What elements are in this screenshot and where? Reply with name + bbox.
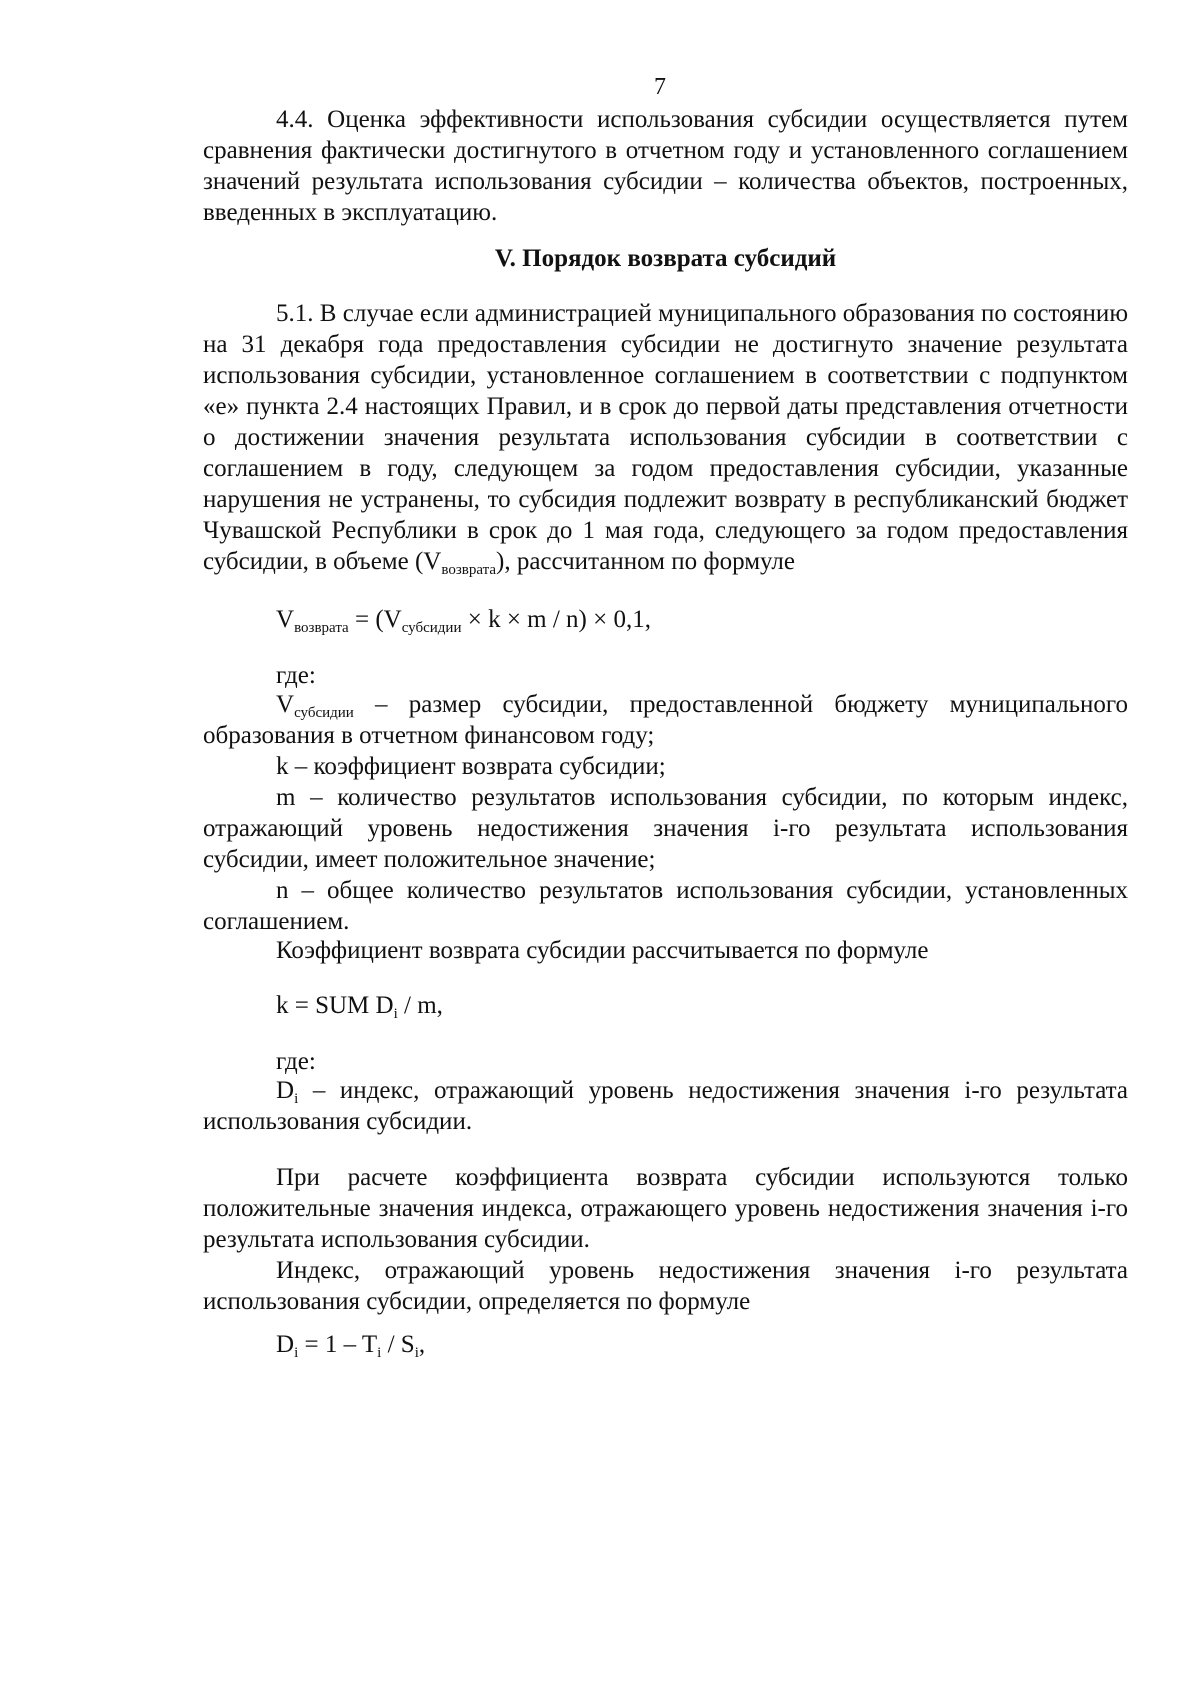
formula-k-subscript: i [393,1006,398,1022]
formula-v-end: × k × m / n) × 0,1, [461,606,651,633]
definition-k: k – коэффициент возврата субсидии; [276,753,666,780]
formula-d-end: , [418,1331,426,1358]
where-label-1: где: [276,662,316,689]
paragraph-4-4: 4.4. Оценка эффективности использования субсидии осуществляется путем сравнения фактически достигнутого в отчетном году и установленного соглашением значений результата использования субсидии – количества объектов, построенных, введенных в эксплуатацию. [203,106,1128,226]
definition-d-subscript: i [294,1091,299,1107]
definition-d-text: – индекс, отражающий уровень недостижения значения i-го результата использования субсидии. [203,1077,1128,1135]
where-label-2: где: [276,1048,316,1075]
formula-v-return [203,604,1128,635]
formula-v-middle: = (V [348,606,402,633]
formula-k-start: k = SUM D [276,992,394,1019]
formula-k-end: / m, [397,992,443,1019]
definition-d-symbol: D [276,1077,295,1104]
paragraph-index: Индекс, отражающий уровень недостижения значения i-го результата использования субсидии, определяется по формуле [203,1257,1128,1315]
formula-d-middle: = 1 – T [298,1331,378,1358]
formula-d-t-subscript: i [377,1345,382,1361]
definition-m: m – количество результатов использования субсидии, по которым индекс, отражающий уровень недостижения значения i-го результата использования субсидии, имеет положительное значение; [203,784,1128,873]
coefficient-intro: Коэффициент возврата субсидии рассчитывается по формуле [276,937,929,964]
definition-n: n – общее количество результатов использования субсидии, установленных соглашением. [203,877,1128,935]
formula-v-return-subscript: возврата [294,620,349,636]
paragraph-5-1 [203,298,1128,577]
definition-v-text: – размер субсидии, предоставленной бюджету муниципального образования в отчетном финансовом году; [203,691,1128,749]
formula-d-s-subscript: i [414,1345,419,1361]
paragraph-5-1-text: 5.1. В случае если администрацией муниципального образования по состоянию на 31 декабря года предоставления субсидии не достигнуто значение результата использования субсидии, установленное соглашением в соответствии с подпунктом «е» пункта 2.4 настоящих Правил, и в срок до первой даты представления отчетности о достижении значения результата использования субсидии в соответствии с соглашением в году, следующем за годом предоставления субсидии, указанные нарушения не устранены, то субсидия подлежит возврату в республиканский бюджет Чувашской Республики в срок до 1 мая года, следующего за годом предоставления субсидии, в объеме (V [203,300,1128,575]
section-title: V. Порядок возврата субсидий [494,245,837,272]
formula-v-subsidy-subscript: субсидии [401,620,462,636]
formula-d-symbol: D [276,1331,295,1358]
paragraph-5-1-end: ), рассчитанном по формуле [496,548,795,575]
definition-d [203,1075,1128,1137]
definition-v-symbol: V [276,691,295,718]
paragraph-5-1-subscript: возврата [441,562,496,578]
formula-d-subscript: i [294,1345,299,1361]
formula-d [203,1329,1128,1360]
formula-k [203,990,1128,1021]
formula-d-slash: / S [381,1331,415,1358]
definition-v-subscript: субсидии [294,705,354,721]
formula-v-symbol: V [276,606,295,633]
paragraph-calculation: При расчете коэффициента возврата субсидии используются только положительные значения индекса, отражающего уровень недостижения значения i-го результата использования субсидии. [203,1164,1128,1253]
page-number: 7 [654,74,666,100]
definition-v-subsidy [203,689,1128,751]
